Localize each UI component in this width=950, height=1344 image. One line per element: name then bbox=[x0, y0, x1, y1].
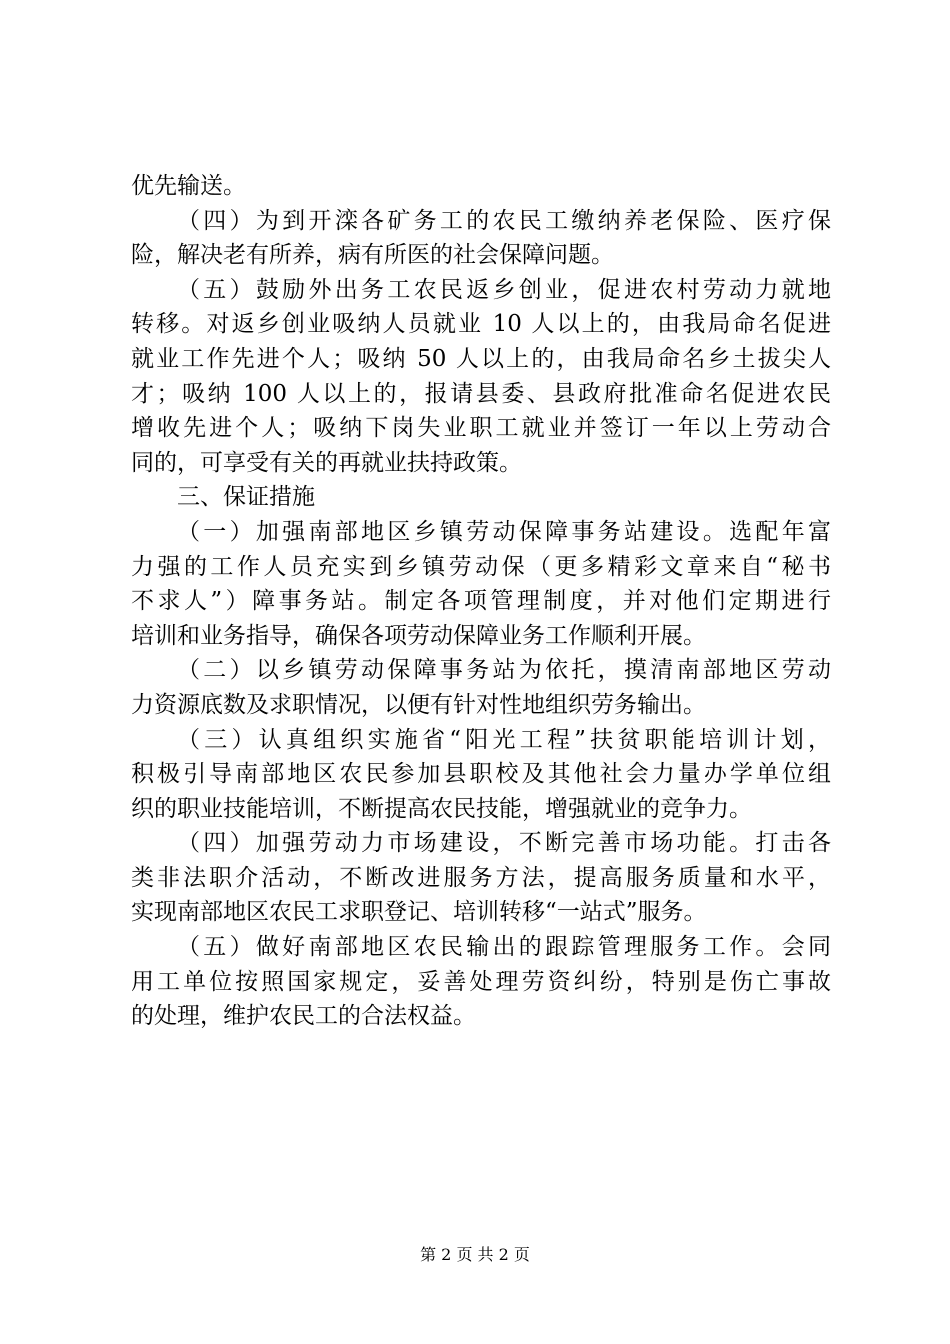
text-line: 实现南部地区农民工求职登记、培训转移“一站式”服务。 bbox=[131, 899, 707, 926]
text-line: （五）做好南部地区农民输出的跟踪管理服务工作。会同 bbox=[177, 934, 831, 961]
text-line: 不求人”）障事务站。制定各项管理制度，并对他们定期进行 bbox=[131, 588, 831, 615]
text-line: （四）为到开滦各矿务工的农民工缴纳养老保险、医疗保 bbox=[177, 207, 831, 234]
text-line: 的处理，维护农民工的合法权益。 bbox=[131, 1003, 476, 1030]
text-line: （二）以乡镇劳动保障事务站为依托，摸清南部地区劳动 bbox=[177, 657, 831, 684]
text-line: 优先输送。 bbox=[131, 173, 246, 199]
page-footer: 第 2 页 共 2 页 bbox=[420, 1245, 530, 1264]
text-line: 同的，可享受有关的再就业扶持政策。 bbox=[131, 449, 522, 476]
text-line: （三）认真组织实施省“阳光工程”扶贫职能培训计划， bbox=[177, 726, 831, 753]
text-line: 类非法职介活动，不断改进服务方法，提高服务质量和水平， bbox=[131, 864, 831, 891]
text-line: 织的职业技能培训，不断提高农民技能，增强就业的竞争力。 bbox=[131, 795, 752, 822]
text-line: （五）鼓励外出务工农民返乡创业，促进农村劳动力就地 bbox=[177, 276, 831, 303]
text-line: 险，解决老有所养，病有所医的社会保障问题。 bbox=[131, 242, 614, 269]
text-line: 才；吸纳 100 人以上的，报请县委、县政府批准命名促进农民 bbox=[131, 380, 831, 407]
section-heading: 三、保证措施 bbox=[177, 484, 315, 511]
document-body bbox=[131, 169, 831, 1034]
text-line: 就业工作先进个人；吸纳 50 人以上的，由我局命名乡土拔尖人 bbox=[131, 345, 831, 372]
text-line: 积极引导南部地区农民参加县职校及其他社会力量办学单位组 bbox=[131, 761, 831, 788]
text-line: 转移。对返乡创业吸纳人员就业 10 人以上的，由我局命名促进 bbox=[131, 311, 831, 338]
text-line: 培训和业务指导，确保各项劳动保障业务工作顺利开展。 bbox=[131, 622, 706, 649]
text-line: 用工单位按照国家规定，妥善处理劳资纠纷，特别是伤亡事故 bbox=[131, 968, 831, 995]
text-line: （四）加强劳动力市场建设，不断完善市场功能。打击各 bbox=[177, 830, 831, 857]
text-line: 力强的工作人员充实到乡镇劳动保（更多精彩文章来自“秘书 bbox=[131, 553, 831, 580]
text-line: 力资源底数及求职情况，以便有针对性地组织劳务输出。 bbox=[131, 691, 706, 718]
text-line: （一）加强南部地区乡镇劳动保障事务站建设。选配年富 bbox=[177, 518, 831, 545]
text-line: 增收先进个人；吸纳下岗失业职工就业并签订一年以上劳动合 bbox=[131, 415, 831, 442]
